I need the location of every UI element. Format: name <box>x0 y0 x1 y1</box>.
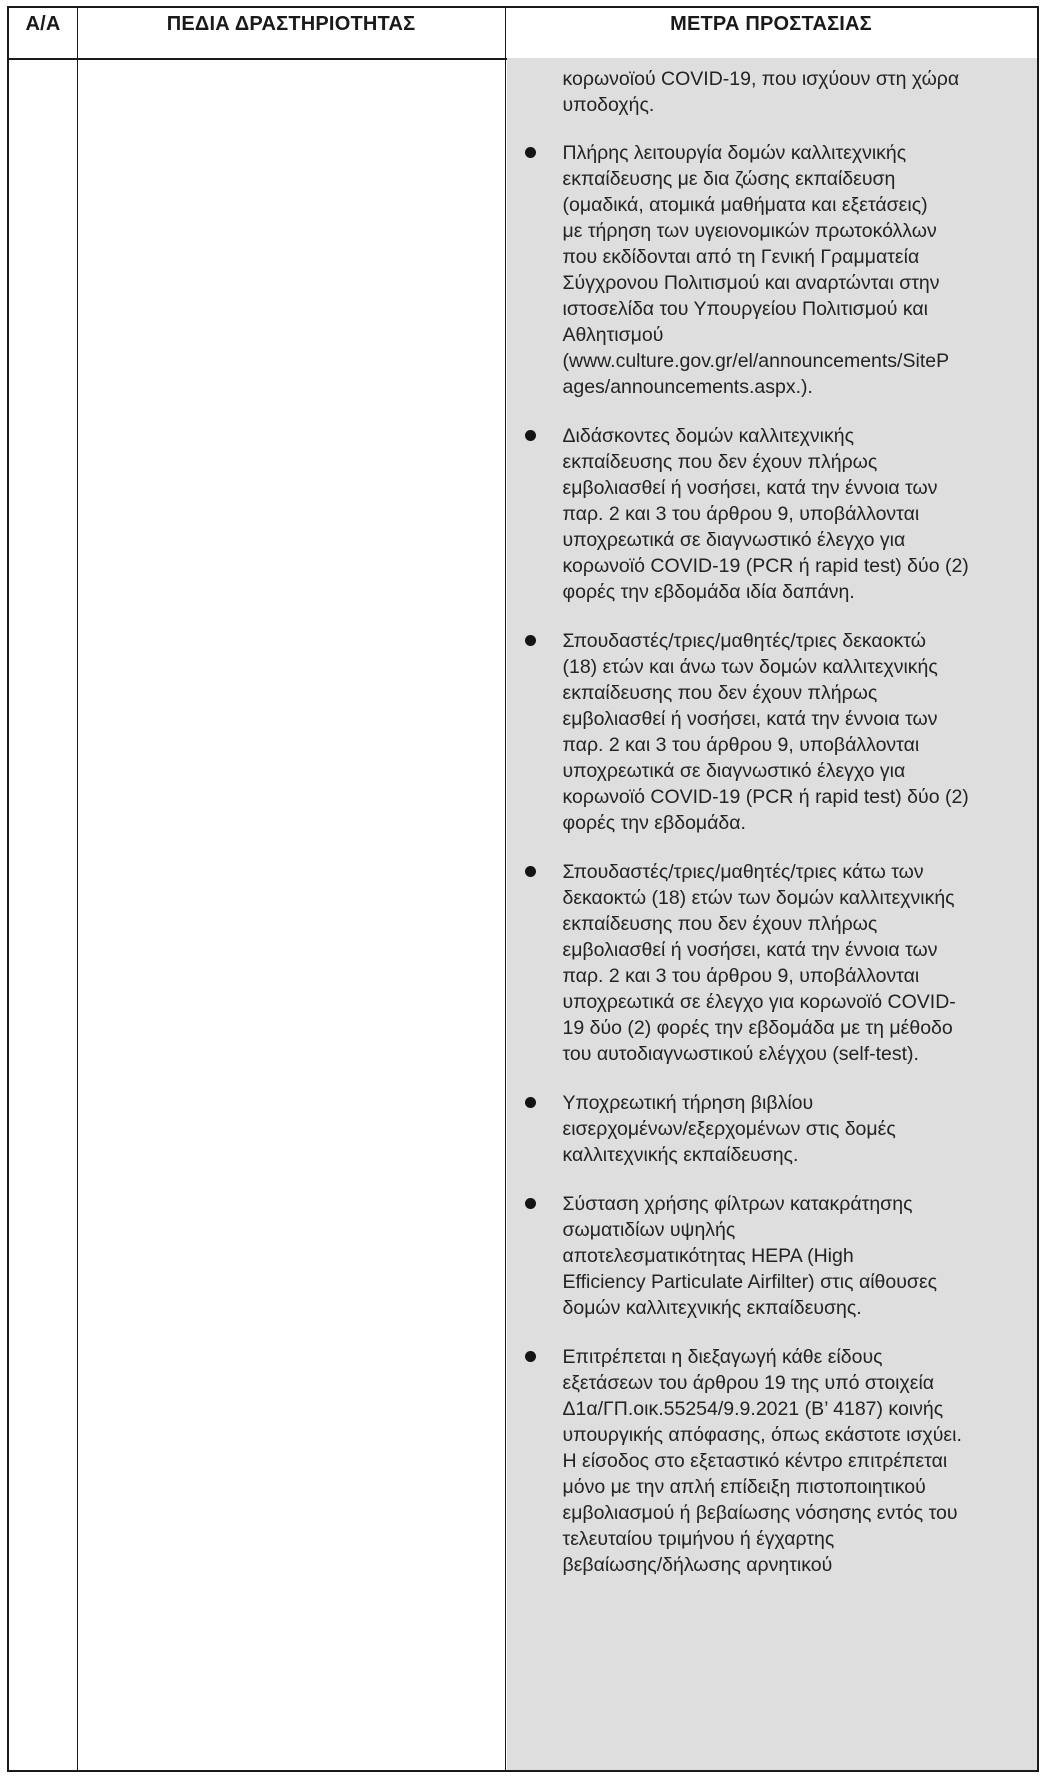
list-item-text: Σύσταση χρήσης φίλτρων κατακράτησης σωματιδίων υψηλής αποτελεσματικότητας HEPA (High Efficiency Particulate Airfilter) στις αίθουσες δομών καλλιτεχνικής εκπαίδευσης. <box>562 1193 938 1319</box>
list-item-text: Επιτρέπεται η διεξαγωγή κάθε είδους εξετάσεων του άρθρου 19 της υπό στοιχεία Δ1α/ΓΠ.οικ.55254/9.9.2021 (Β’ 4187) κοινής υπουργικής απόφασης, όπως εκάστοτε ισχύει. Η είσοδος στο εξεταστικό κέντρο επιτρέπεται μόνο με την απλή επίδειξη πιστοποιητικού εμβολιασμού ή βεβαίωσης νόσησης εντός του τελευταίου τριμήνου ή έγχαρτης βεβαίωσης/δήλωσης αρνητικού <box>562 1346 962 1576</box>
list-item <box>507 1090 1038 1168</box>
bullet-icon <box>525 635 536 646</box>
list-item-text: Σπουδαστές/τριες/μαθητές/τριες κάτω των δεκαοκτώ (18) ετών των δομών καλλιτεχνικής εκπαίδευσης που δεν έχουν πλήρως εμβολιασθεί ή νοσήσει, κατά την έννοια των παρ. 2 και 3 του άρθρου 9, υποβάλλονται υποχρεωτικά σε έλεγχο για κορωνοϊό COVID- 19 δύο (2) φορές την εβδομάδα με τη μέθοδο του αυτοδιαγνωστικού ελέγχου (self-test). <box>562 861 956 1065</box>
bullet-icon <box>525 430 536 441</box>
list-item <box>507 140 1038 400</box>
bullet-icon <box>525 866 536 877</box>
bullet-icon <box>525 1351 536 1362</box>
list-item-text: Σπουδαστές/τριες/μαθητές/τριες δεκαοκτώ (18) ετών και άνω των δομών καλλιτεχνικής εκπαίδευσης που δεν έχουν πλήρως εμβολιασθεί ή νοσήσει, κατά την έννοια των παρ. 2 και 3 του άρθρου 9, υποβάλλονται υποχρεωτικά σε διαγνωστικό έλεγχο για κορωνοϊό COVID-19 (PCR ή rapid test) δύο (2) φορές την εβδομάδα. <box>562 630 969 834</box>
column-divider <box>77 8 78 1770</box>
list-item-text: Υποχρεωτική τήρηση βιβλίου εισερχομένων/εξερχομένων στις δομές καλλιτεχνικής εκπαίδευσης. <box>562 1092 896 1166</box>
header-activity-field: ΠΕΔΙΑ ΔΡΑΣΤΗΡΙΟΤΗΤΑΣ <box>166 13 416 35</box>
list-item-text: Πλήρης λειτουργία δομών καλλιτεχνικής εκπαίδευσης με δια ζώσης εκπαίδευση (ομαδικά, ατομικά μαθήματα και εξετάσεις) με τήρηση των υγειονομικών πρωτοκόλλων που εκδίδονται από τη Γενική Γραμματεία Σύγχρονου Πολιτισμού και αναρτώνται στην ιστοσελίδα του Υπουργείου Πολιτισμού και Αθλητισμού (www.culture.gov.gr/el/announcements/SiteP ages/announcements.aspx.). <box>562 142 950 398</box>
header-aa: Α/Α <box>25 13 61 35</box>
list-item-text: Διδάσκοντες δομών καλλιτεχνικής εκπαίδευσης που δεν έχουν πλήρως εμβολιασθεί ή νοσήσει, κατά την έννοια των παρ. 2 και 3 του άρθρου 9, υποβάλλονται υποχρεωτικά σε διαγνωστικό έλεγχο για κορωνοϊό COVID-19 (PCR ή rapid test) δύο (2) φορές την εβδομάδα ιδία δαπάνη. <box>562 425 969 603</box>
list-item <box>507 1344 1038 1578</box>
list-item <box>507 859 1038 1067</box>
table-header-row <box>9 8 1037 60</box>
list-item <box>507 423 1038 605</box>
measures-list <box>507 140 1038 1601</box>
list-item <box>507 628 1038 836</box>
bullet-icon <box>525 1097 536 1108</box>
list-item <box>507 1191 1038 1321</box>
measures-cell <box>507 58 1038 1770</box>
header-protection-measures: ΜΕΤΡΑ ΠΡΟΣΤΑΣΙΑΣ <box>670 13 872 35</box>
bullet-icon <box>525 1198 536 1209</box>
aa-cell <box>9 58 77 1770</box>
protection-measures-table <box>7 6 1039 1772</box>
bullet-icon <box>525 147 536 158</box>
continuation-text: κορωνοϊού COVID-19, που ισχύουν στη χώρα υποδοχής. <box>562 68 960 116</box>
column-divider <box>505 8 506 1770</box>
activity-field-cell <box>77 58 505 1770</box>
